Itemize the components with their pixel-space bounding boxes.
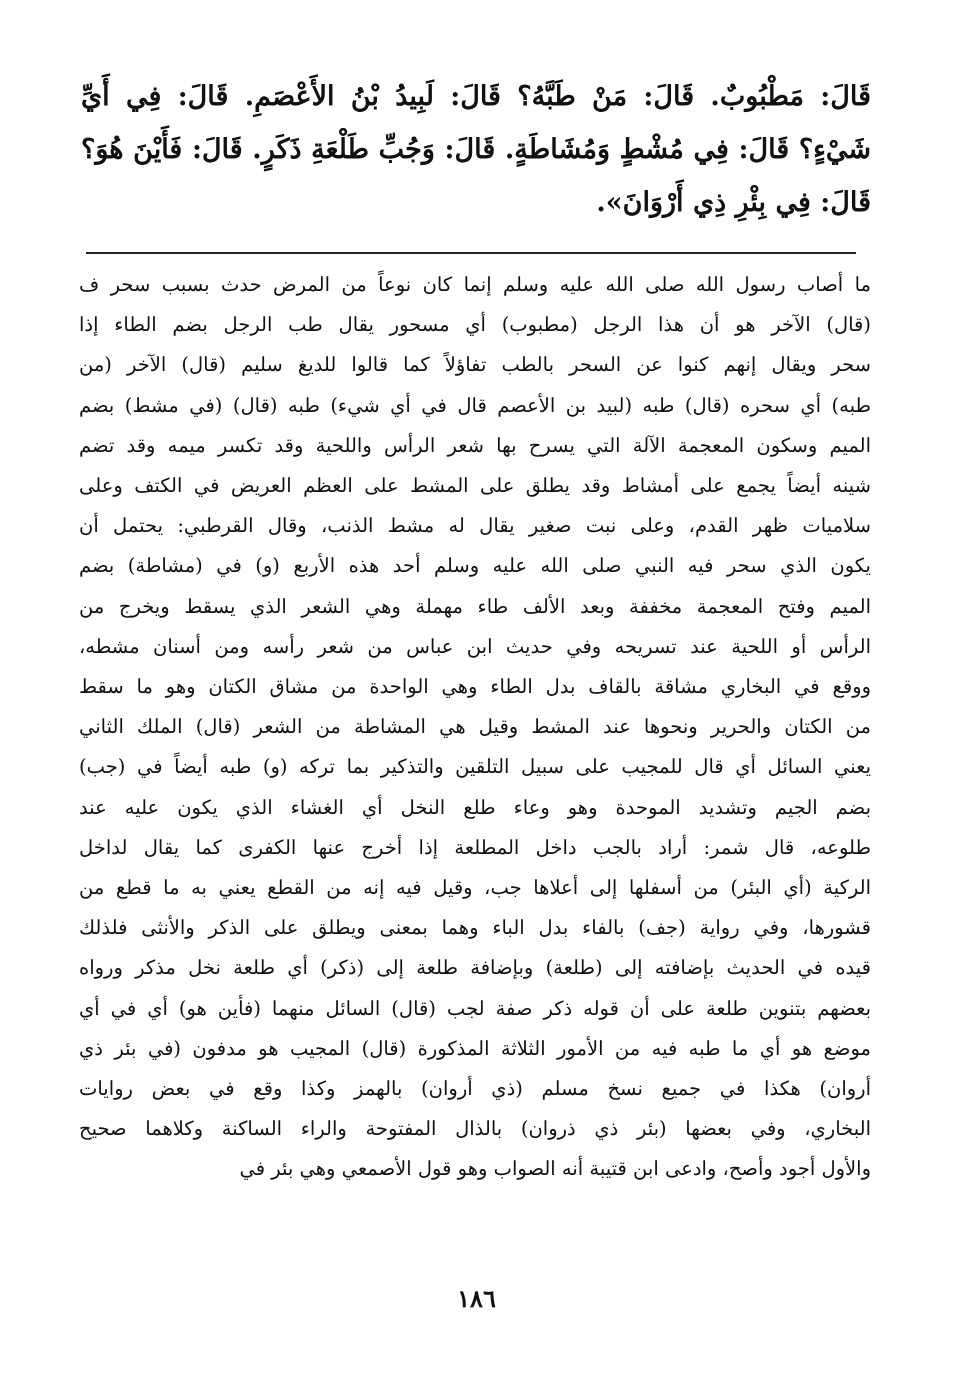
- commentary-line: سحر ويقال إنهم كنوا عن السحر بالطب تفاؤلاً كما قالوا للديغ سليم (قال) الآخر (من: [79, 353, 871, 377]
- hadith-main-text: قَالَ: مَطْبُوبٌ. قَالَ: مَنْ طَبَّهُ؟ قَالَ: لَبِيدُ بْنُ الأَعْصَمِ. قَالَ: فِي أَيِّ شَيْءٍ؟ قَالَ: فِي مُشْطٍ وَمُشَاطَةٍ. قَالَ: وَجُبِّ طَلْعَةِ ذَكَرٍ. قَالَ: فَأَيْنَ هُوَ؟ قَالَ: فِي بِئْرِ ذِي أَرْوَانَ».: [81, 81, 871, 218]
- commentary-line: طبه) أي سحره (قال) طبه (لبيد بن الأعصم قال في أي شيء) طبه (قال) (في مشط) بضم: [79, 393, 871, 417]
- commentary-line: سلاميات ظهر القدم، وعلى نبت صغير يقال له مشط الذنب، وقال القرطبي: يحتمل أن: [79, 514, 871, 538]
- commentary-line: طلوعه، قال شمر: أراد بالجب داخل المطلعة إذا أخرج عنها الكفرى كما يقال لداخل: [79, 835, 871, 859]
- commentary-line: يكون الذي سحر فيه النبي صلى الله عليه وسلم أحد هذه الأربع (و) في (مشاطة) بضم: [79, 554, 871, 578]
- commentary-line: الميم وفتح المعجمة مخففة وبعد الألف طاء مهملة وهي الشعر الذي يسقط ويخرج من: [79, 594, 871, 618]
- commentary-line: الميم وسكون المعجمة الآلة التي يسرح بها شعر الرأس واللحية وقد تكسر ميمه وقد تضم: [79, 433, 871, 457]
- commentary-line: أروان) هكذا في جميع نسخ مسلم (ذي أروان) بالهمز وكذا وقع في بعض روايات: [79, 1077, 871, 1101]
- page-number: ١٨٦: [457, 1284, 496, 1313]
- commentary-line: الركية (أي البئر) من أسفلها إلى أعلاها جب، وقيل فيه إنه من القطع يعني به ما قطع من: [79, 876, 871, 900]
- commentary-line: موضع هو أي ما طبه فيه من الأمور الثلاثة المذكورة (قال) المجيب هو مدفون (في بئر ذي: [79, 1036, 871, 1060]
- commentary-line: (قال) الآخر هو أن هذا الرجل (مطبوب) أي مسحور يقال طب الرجل بضم الطاء إذا: [79, 313, 871, 337]
- commentary-line: شينه أيضاً يجمع على أمشاط وقد يطلق على المشط على العظم العريض في الكتف وعلى: [79, 474, 871, 498]
- commentary-text: [79, 265, 871, 1190]
- commentary-line: من الكتان والحرير ونحوها عند المشط وقيل هي المشاطة من الشعر (قال) الملك الثاني: [79, 715, 871, 739]
- footnote-divider: [86, 252, 856, 254]
- commentary-line: ما أصاب رسول الله صلى الله عليه وسلم إنما كان نوعاً من المرض حدث بسبب سحر ف: [79, 273, 871, 296]
- commentary-line: البخاري، وفي بعضها (بئر ذي ذروان) بالذال المفتوحة والراء الساكنة وكلاهما صحيح: [79, 1117, 871, 1141]
- commentary-line: قيده في الحديث بإضافته إلى (طلعة) وبإضافة طلعة إلى (ذكر) أي طلعة نخل مذكر ورواه: [79, 956, 871, 980]
- commentary-line: بضم الجيم وتشديد الموحدة وهو وعاء طلع النخل أي الغشاء الذي يكون عليه عند: [79, 795, 871, 819]
- commentary-line: بعضهم بتنوين طلعة على أن قوله ذكر صفة لجب (قال) السائل منهما (فأين هو) أي في أي: [79, 996, 871, 1020]
- commentary-line: يعني السائل أي قال للمجيب على سبيل التلقين والتذكير بما تركه (و) طبه أيضاً في (جب): [79, 755, 871, 779]
- commentary-line: الرأس أو اللحية عند تسريحه وفي حديث ابن عباس من شعر رأسه ومن أسنان مشطه،: [79, 634, 871, 658]
- commentary-line: ووقع في البخاري مشاقة بالقاف بدل الطاء وهي الواحدة من مشاق الكتان وهو ما سقط: [79, 675, 871, 699]
- commentary-line: والأول أجود وأصح، وادعى ابن قتيبة أنه الصواب وهو قول الأصمعي وهي بئر في: [239, 1157, 871, 1181]
- commentary-line: قشورها، وفي رواية (جف) بالفاء بدل الباء وهما بمعنى ويطلق على الذكر والأنثى فلذلك: [79, 916, 871, 940]
